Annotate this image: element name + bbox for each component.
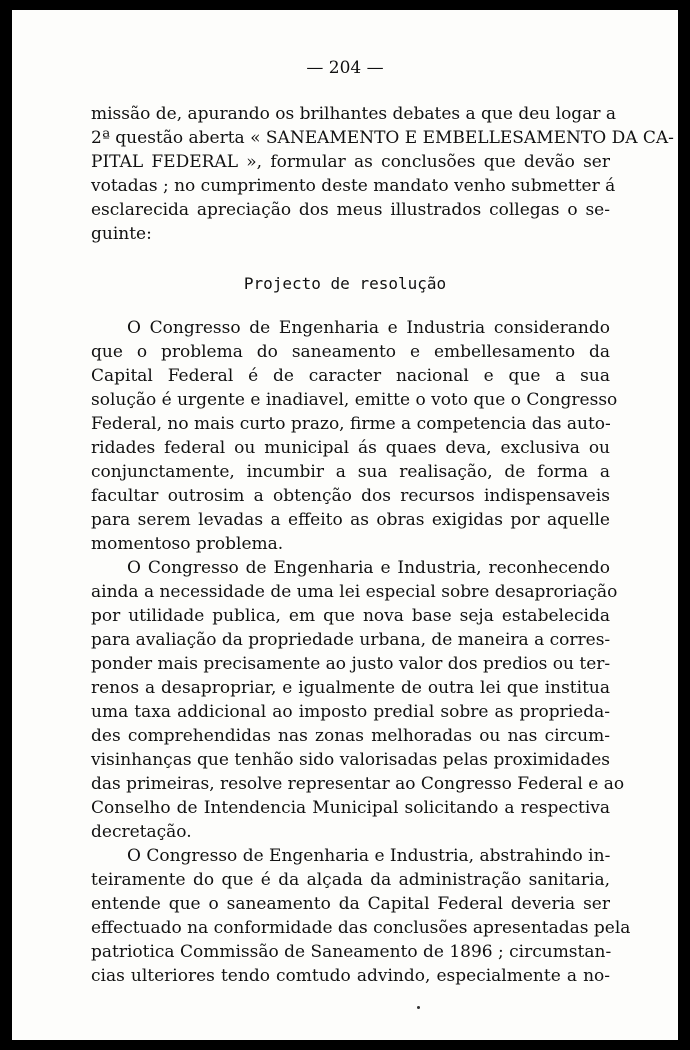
text-line: guinte: xyxy=(91,224,152,244)
text-line: patriotica Commissão de Saneamento de 1896 ; circumstan- xyxy=(91,942,612,962)
text-line: facultar outrosim a obtenção dos recursos indispensaveis xyxy=(91,486,610,506)
text-line: para avaliação da propriedade urbana, de maneira a corres- xyxy=(91,630,611,650)
text-line: cias ulteriores tendo comtudo advindo, especialmente a no- xyxy=(91,966,610,986)
text-line: momentoso problema. xyxy=(91,534,284,554)
text-line: O Congresso de Engenharia e Industria, abstrahindo in- xyxy=(127,846,611,866)
text-line: ridades federal ou municipal ás quaes deva, exclusiva ou xyxy=(91,438,610,458)
text-line: votadas ; no cumprimento deste mandato venho submetter á xyxy=(91,176,616,196)
text-line: Federal, no mais curto prazo, firme a competencia das auto- xyxy=(91,414,611,434)
text-line: effectuado na conformidade das conclusões apresentadas pela xyxy=(91,918,631,938)
text-line: des comprehendidas nas zonas melhoradas ou nas circum- xyxy=(91,726,610,746)
text-line: que o problema do saneamento e embellesamento da xyxy=(91,342,610,362)
page-number: — 204 — xyxy=(306,58,384,78)
text-line: renos a desapropriar, e igualmente de outra lei que institua xyxy=(91,678,610,698)
text-line: ponder mais precisamente ao justo valor dos predios ou ter- xyxy=(91,654,611,674)
print-speck xyxy=(417,1006,420,1009)
text-line: solução é urgente e inadiavel, emitte o voto que o Congresso xyxy=(91,390,618,410)
text-line: esclarecida apreciação dos meus illustrados collegas o se- xyxy=(91,200,610,220)
text-line: O Congresso de Engenharia e Industria considerando xyxy=(127,318,610,338)
text-line: missão de, apurando os brilhantes debates a que deu logar a xyxy=(91,104,616,124)
text-line: ainda a necessidade de uma lei especial sobre desaproriação xyxy=(91,582,618,602)
text-line: teiramente do que é da alçada da administração sanitaria, xyxy=(91,870,610,890)
text-line: 2ª questão aberta « SANEAMENTO E EMBELLESAMENTO DA CA- xyxy=(91,128,674,148)
text-line: por utilidade publica, em que nova base seja estabelecida xyxy=(91,606,610,626)
text-line: das primeiras, resolve representar ao Congresso Federal e ao xyxy=(91,774,625,794)
text-line: visinhanças que tenhão sido valorisadas pelas proximidades xyxy=(91,750,610,770)
book-page xyxy=(12,10,678,1040)
text-line: decretação. xyxy=(91,822,192,842)
text-line: Conselho de Intendencia Municipal solicitando a respectiva xyxy=(91,798,610,818)
text-line: PITAL FEDERAL », formular as conclusões que devão ser xyxy=(91,152,610,172)
text-line: para serem levadas a effeito as obras exigidas por aquelle xyxy=(91,510,610,530)
text-line: uma taxa addicional ao imposto predial sobre as proprieda- xyxy=(91,702,610,722)
section-heading: Projecto de resolução xyxy=(243,274,447,293)
text-line: Capital Federal é de caracter nacional e que a sua xyxy=(91,366,610,386)
text-line: O Congresso de Engenharia e Industria, reconhecendo xyxy=(127,558,610,578)
text-line: conjunctamente, incumbir a sua realisação, de forma a xyxy=(91,462,610,482)
text-line: entende que o saneamento da Capital Federal deveria ser xyxy=(91,894,610,914)
